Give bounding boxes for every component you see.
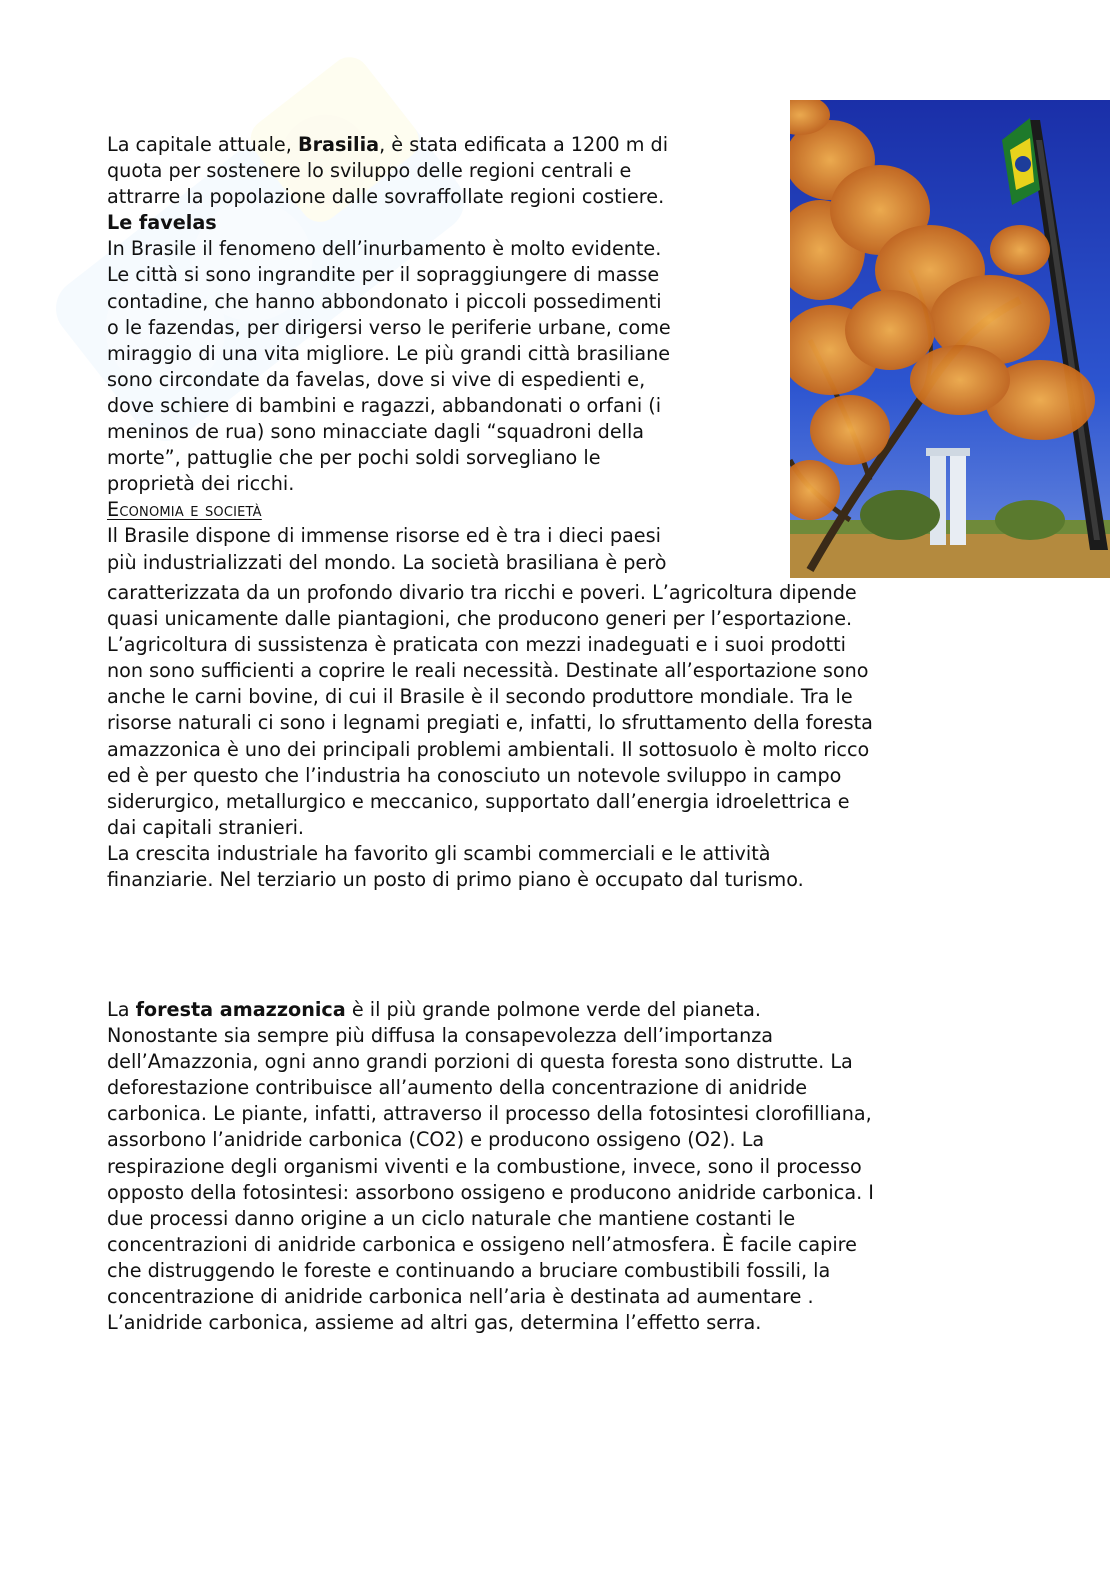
text-line: non sono sufficienti a coprire le reali necessità. Destinate all’esportazione sono <box>107 659 869 683</box>
text-line: meninos de rua) sono minacciate dagli “squadroni della <box>107 420 645 444</box>
text-line: respirazione degli organismi viventi e la combustione, invece, sono il processo <box>107 1154 862 1178</box>
brasilia-photo <box>790 100 1110 578</box>
text-line: dove schiere di bambini e ragazzi, abbandonati o orfani (i <box>107 393 662 417</box>
foresta-bold: foresta amazzonica <box>135 998 346 1021</box>
text-line: concentrazione di anidride carbonica nell’aria è destinata ad aumentare . <box>107 1285 814 1309</box>
text-line: attrarre la popolazione dalle sovraffollate regioni costiere. <box>107 185 665 209</box>
text-line: due processi danno origine a un ciclo naturale che mantiene costanti le <box>107 1206 796 1230</box>
text-line: deforestazione contribuisce all’aumento della concentrazione di anidride <box>107 1076 808 1100</box>
text-line: L’agricoltura di sussistenza è praticata con mezzi inadeguati e i suoi prodotti <box>107 633 847 657</box>
text-line: contadine, che hanno abbondonato i piccoli possedimenti <box>107 289 662 313</box>
intro-column <box>107 132 777 576</box>
brasilia-bold: Brasilia <box>297 133 380 156</box>
text-line: siderurgico, metallurgico e meccanico, supportato dall’energia idroelettrica e <box>107 789 850 813</box>
text-line: quasi unicamente dalle piantagioni, che producono generi per l’esportazione. <box>107 607 853 631</box>
text-line: miraggio di una vita migliore. Le più grandi città brasiliane <box>107 341 671 365</box>
text-line: caratterizzata da un profondo divario tra ricchi e poveri. L’agricoltura dipende <box>107 581 857 604</box>
favelas-heading: Le favelas <box>107 211 217 235</box>
text-line: opposto della fotosintesi: assorbono ossigeno e producono anidride carbonica. I <box>107 1180 874 1204</box>
text-line: assorbono l’anidride carbonica (CO2) e producono ossigeno (O2). La <box>107 1128 765 1152</box>
text-line: carbonica. Le piante, infatti, attraverso il processo della fotosintesi clorofilliana, <box>107 1102 872 1126</box>
text-line: morte”, pattuglie che per pochi soldi sorvegliano le <box>107 446 601 470</box>
text-line: o le fazendas, per dirigersi verso le periferie urbane, come <box>107 315 671 339</box>
economia-body <box>107 580 1007 893</box>
text-line: Il Brasile dispone di immense risorse ed è tra i dieci paesi <box>107 524 661 548</box>
economia-heading: Economia e società <box>107 498 262 522</box>
text-line: La foresta amazzonica è il più grande polmone verde del pianeta. <box>107 998 761 1021</box>
text-line: La capitale attuale, Brasilia, è stata edificata a 1200 m di <box>107 133 669 156</box>
foresta-section <box>107 997 1007 1336</box>
text-line: La crescita industriale ha favorito gli scambi commerciali e le attività <box>107 841 771 865</box>
text-line: Le città si sono ingrandite per il sopraggiungere di masse <box>107 263 660 287</box>
text-line: dai capitali stranieri. <box>107 815 305 839</box>
text-line: finanziarie. Nel terziario un posto di primo piano è occupato dal turismo. <box>107 868 804 892</box>
text-line: sono circondate da favelas, dove si vive di espedienti e, <box>107 367 646 391</box>
text-line: ed è per questo che l’industria ha conosciuto un notevole sviluppo in campo <box>107 763 842 787</box>
text-line: anche le carni bovine, di cui il Brasile è il secondo produttore mondiale. Tra le <box>107 685 853 709</box>
text-line: Nonostante sia sempre più diffusa la consapevolezza dell’importanza <box>107 1024 774 1048</box>
text-line: L’anidride carbonica, assieme ad altri gas, determina l’effetto serra. <box>107 1311 762 1335</box>
text-line: che distruggendo le foreste e continuando a bruciare combustibili fossili, la <box>107 1258 831 1282</box>
text-line: dell’Amazzonia, ogni anno grandi porzioni di questa foresta sono distrutte. La <box>107 1050 853 1074</box>
text-line: amazzonica è uno dei principali problemi ambientali. Il sottosuolo è molto ricco <box>107 737 870 761</box>
text-line: più industrializzati del mondo. La società brasiliana è però <box>107 550 667 574</box>
text-line: In Brasile il fenomeno dell’inurbamento è molto evidente. <box>107 237 662 261</box>
text-line: proprietà dei ricchi. <box>107 472 295 496</box>
text-line: risorse naturali ci sono i legnami pregiati e, infatti, lo sfruttamento della foresta <box>107 711 873 735</box>
text-line: quota per sostenere lo sviluppo delle regioni centrali e <box>107 159 632 183</box>
text-line: concentrazioni di anidride carbonica e ossigeno nell’atmosfera. È facile capire <box>107 1232 857 1256</box>
